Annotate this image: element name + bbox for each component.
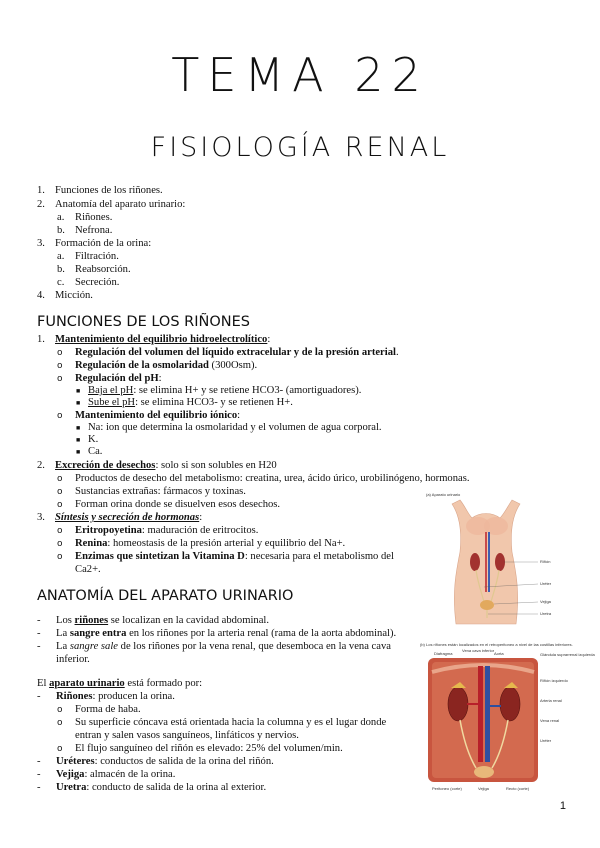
paragraph: El aparato urinario está formado por: [37, 678, 203, 689]
figure-label: Vena cava inferior [462, 648, 495, 653]
list-bullet: ■ Na: ion que determina la osmolaridad y el volumen de agua corporal. [76, 422, 382, 433]
toc-subitem: c. Secreción. [57, 277, 120, 288]
list-item: - Uréteres: conductos de salida de la orina del riñón. [37, 756, 274, 767]
figure-label: Arteria renal [540, 698, 562, 703]
list-subitem: o Regulación del pH: [57, 373, 162, 384]
figure-label: Uretra [540, 611, 552, 616]
section-heading-anatomia: ANATOMÍA DEL APARATO URINARIO [37, 588, 294, 604]
list-subitem: o Renina: homeostasis de la presión arterial y equilibrio del Na+. [57, 538, 346, 549]
list-subitem: o Forma de haba. [57, 704, 141, 715]
toc-item: 3. Formación de la orina: [37, 238, 152, 249]
list-subitem: o Regulación de la osmolaridad (300Osm). [57, 360, 258, 371]
list-item: - Riñones: producen la orina. [37, 691, 175, 702]
list-bullet: ■ Ca. [76, 446, 103, 457]
page-title: TEMA 22 [171, 48, 429, 102]
list-subitem: o Mantenimiento del equilibrio iónico: [57, 410, 241, 421]
list-item: - Uretra: conducto de salida de la orina al exterior. [37, 782, 267, 793]
toc-subitem: a. Riñones. [57, 212, 113, 223]
toc-item: 2. Anatomía del aparato urinario: [37, 199, 186, 210]
retroperitoneum-illustration [418, 642, 595, 794]
figure-label: Diafragma [434, 651, 453, 656]
page-subtitle: FISIOLOGÍA RENAL [150, 132, 450, 163]
list-bullet: ■ Sube el pH: se elimina HCO3- y se retienen H+. [76, 397, 293, 408]
section-heading-funciones: FUNCIONES DE LOS RIÑONES [37, 314, 250, 330]
list-bullet: ■ K. [76, 434, 99, 445]
toc-item: 4. Micción. [37, 290, 93, 301]
list-bullet: ■ Baja el pH: se elimina H+ y se retiene HCO3- (amortiguadores). [76, 385, 362, 396]
list-item-cont: inferior. [56, 654, 90, 665]
toc-subitem: a. Filtración. [57, 251, 119, 262]
figure-retroperitoneum [418, 642, 595, 794]
list-subitem-cont: Ca2+. [75, 564, 101, 575]
toc-subitem: b. Nefrona. [57, 225, 113, 236]
figure-label: Riñón izquierdo [540, 678, 568, 683]
list-subitem: o Productos de desecho del metabolismo: creatina, urea, ácido úrico, urobilinógeno, hormonas. [57, 473, 470, 484]
figure-label: Uréter [540, 738, 552, 743]
list-subitem: o Su superficie cóncava está orientada hacia la columna y es el lugar donde [57, 717, 387, 728]
list-item: 3. Síntesis y secreción de hormonas: [37, 512, 203, 523]
figure-label: Peritoneo (corte) [432, 786, 462, 791]
list-item: - Los riñones se localizan en la cavidad abdominal. [37, 615, 270, 626]
toc-subitem: b. Reabsorción. [57, 264, 131, 275]
list-subitem-cont: entran y salen vasos sanguíneos, linfáticos y nervios. [75, 730, 299, 741]
list-subitem: o Sustancias extrañas: fármacos y toxinas. [57, 486, 246, 497]
figure-label: Riñón [540, 559, 551, 564]
figure-caption: (b) Los riñones están localizados en el retroperitoneo a nivel de las costillas inferiores. [420, 642, 573, 647]
toc-item: 1. Funciones de los riñones. [37, 185, 163, 196]
figure-label: Vejiga [540, 599, 551, 604]
list-item: - Vejiga: almacén de la orina. [37, 769, 176, 780]
figure-label: Aorta [494, 651, 504, 656]
list-subitem: o Forman orina donde se disuelven esos desechos. [57, 499, 281, 510]
figure-urinary-system [420, 492, 570, 624]
list-subitem: o Enzimas que sintetizan la Vitamina D: necesaria para el metabolismo del [57, 551, 394, 562]
list-item: 1. Mantenimiento del equilibrio hidroelectrolítico: [37, 334, 271, 345]
figure-label: Vena renal [540, 718, 560, 723]
list-item: 2. Excreción de desechos: solo si son solubles en H20 [37, 460, 277, 471]
page-number: 1 [559, 800, 566, 812]
figure-label: Recto (corte) [506, 786, 530, 791]
list-item: - La sangre entra en los riñones por la arteria renal (rama de la aorta abdominal). [37, 628, 397, 639]
list-item: - La sangre sale de los riñones por la vena renal, que desemboca en la vena cava [37, 641, 391, 652]
list-subitem: o Eritropoyetina: maduración de eritrocitos. [57, 525, 259, 536]
figure-label: Glándula suprarrenal izquierda [540, 652, 595, 657]
urinary-system-illustration [420, 492, 570, 624]
figure-label: Uréter [540, 581, 552, 586]
list-subitem: o Regulación del volumen del líquido extracelular y de la presión arterial. [57, 347, 399, 358]
list-subitem: o El flujo sanguíneo del riñón es elevado: 25% del volumen/min. [57, 743, 343, 754]
figure-label: Vejiga [478, 786, 489, 791]
figure-caption: (a) Aparato urinario [426, 492, 461, 497]
